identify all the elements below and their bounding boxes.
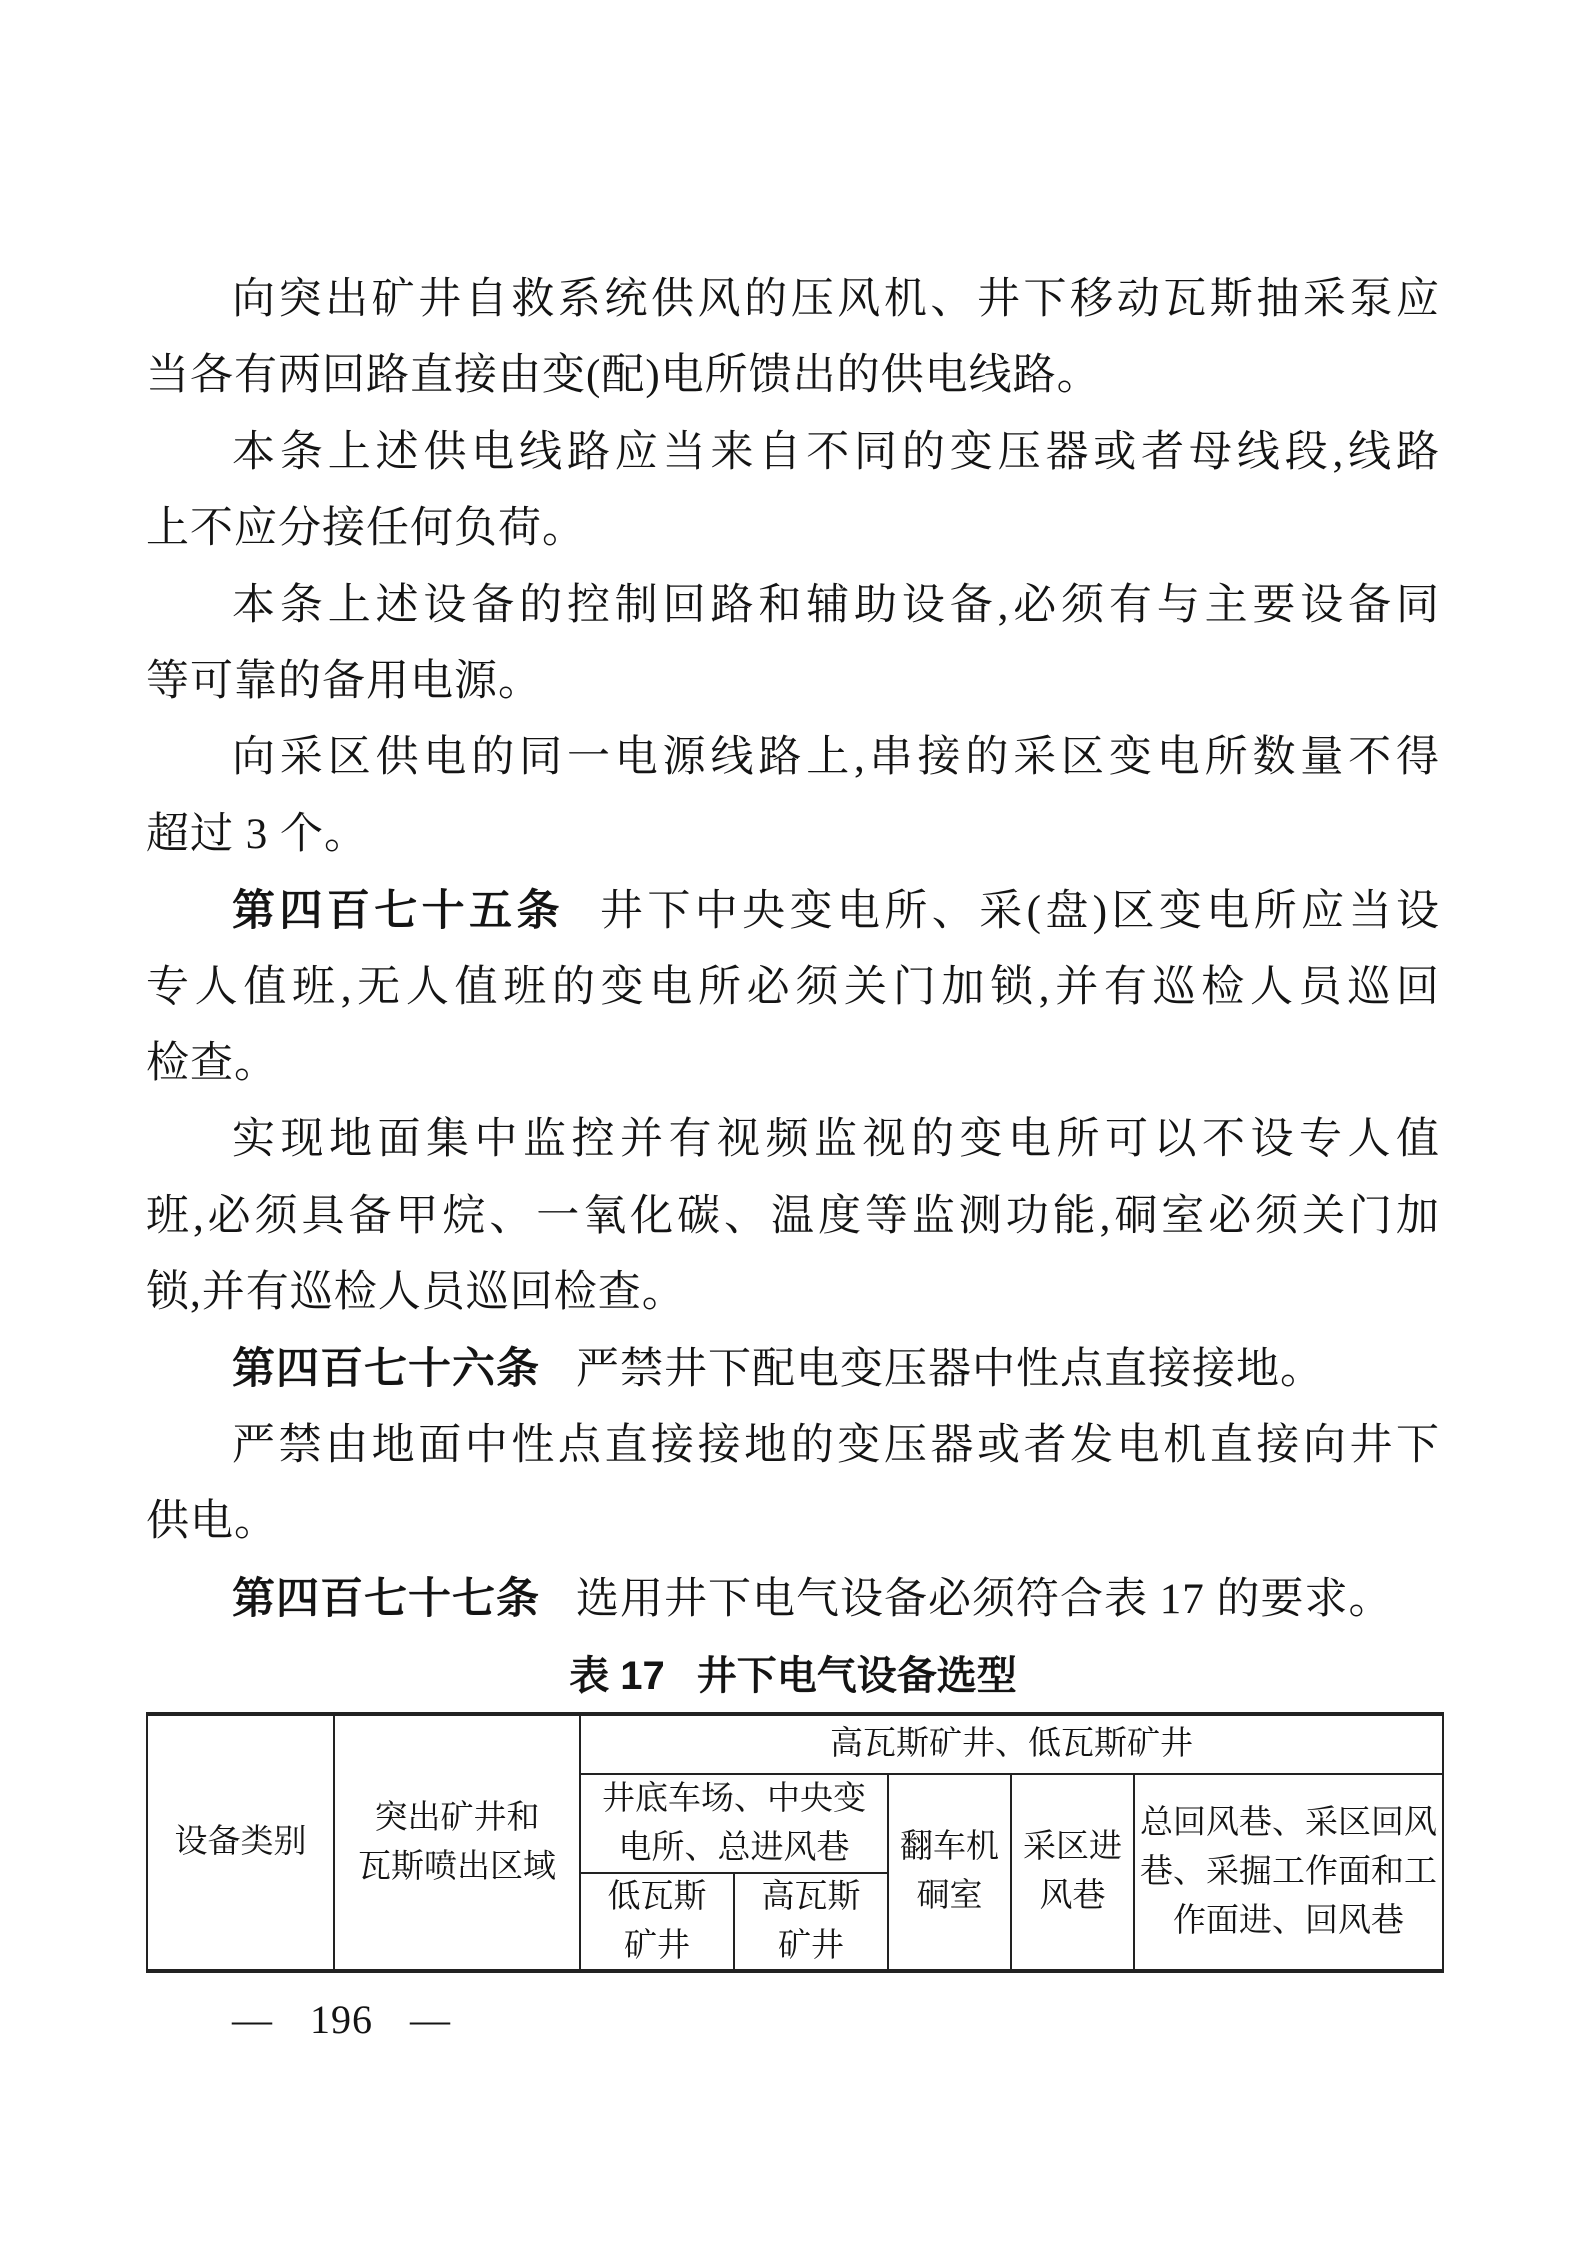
table-cell-low-gas-mine: 低瓦斯 矿井 (579, 1872, 733, 1969)
body-line (146, 1331, 1440, 1407)
body-line (146, 1102, 1440, 1178)
body-line-text: 当各有两回路直接由变(配)电所馈出的供电线路。 (146, 352, 1101, 400)
body-line-text: 上不应分接任何负荷。 (146, 505, 586, 553)
article-number: 第四百七十五条 (232, 887, 564, 936)
body-line (146, 1255, 1440, 1331)
body-line (146, 568, 1440, 644)
body-line (146, 1026, 1440, 1102)
table-cell-device-category: 设备类别 (174, 1824, 307, 1860)
body-line-text: 本条上述设备的控制回路和辅助设备,必须有与主要设备同 (232, 581, 1440, 629)
page-number: — 196 — (232, 1997, 451, 2042)
body-line-text: 井下中央变电所、采(盘)区变电所应当设 (599, 888, 1441, 936)
body-line-text: 等可靠的备用电源。 (146, 657, 542, 705)
body-line (146, 1561, 1440, 1637)
body-line-text: 供电。 (146, 1498, 278, 1546)
body-line (146, 873, 1440, 949)
article-number: 第四百七十七条 (232, 1574, 540, 1623)
body-line-text: 超过 3 个。 (146, 810, 368, 858)
body-line (146, 262, 1440, 338)
body-line (146, 491, 1440, 567)
body-line-text: 锁,并有巡检人员巡回检查。 (146, 1269, 686, 1317)
body-line-text: 严禁井下配电变压器中性点直接接地。 (576, 1346, 1324, 1394)
body-line (146, 644, 1440, 720)
body-line-text: 本条上述供电线路应当来自不同的变压器或者母线段,线路 (232, 428, 1440, 476)
body-line (146, 720, 1440, 796)
table-cell-high-gas-mine: 高瓦斯 矿井 (733, 1872, 887, 1969)
body-line-text: 班,必须具备甲烷、一氧化碳、温度等监测功能,硐室必须关门加 (146, 1192, 1440, 1240)
body-line-text: 专人值班,无人值班的变电所必须关门加锁,并有巡检人员巡回 (146, 963, 1440, 1011)
body-line-text: 检查。 (146, 1039, 278, 1087)
equipment-selection-table (146, 1712, 1444, 1973)
table-header-gassy-mines: 高瓦斯矿井、低瓦斯矿井 (579, 1716, 1442, 1773)
table-caption-label: 表 17 (569, 1654, 665, 1698)
table-caption-title: 井下电气设备选型 (696, 1654, 1017, 1698)
body-line (146, 1484, 1440, 1560)
body-line (146, 338, 1440, 414)
body-line (146, 1408, 1440, 1484)
table-cell-district-intake: 采区进 风巷 (1010, 1773, 1133, 1969)
body-line-text: 选用井下电气设备必须符合表 17 的要求。 (576, 1575, 1393, 1623)
body-line (146, 797, 1440, 873)
table-cell-tippler-chamber: 翻车机 硐室 (887, 1773, 1010, 1969)
body-line-text: 向采区供电的同一电源线路上,串接的采区变电所数量不得 (232, 734, 1440, 782)
body-line (146, 950, 1440, 1026)
table-cell-pit-bottom: 井底车场、中央变 电所、总进风巷 (579, 1773, 887, 1872)
body-line-text: 向突出矿井自救系统供风的压风机、井下移动瓦斯抽采泵应 (232, 276, 1440, 323)
body-text-block (146, 262, 1440, 1637)
body-line-text: 严禁由地面中性点直接接地的变压器或者发电机直接向井下 (232, 1421, 1440, 1469)
body-line-text: 实现地面集中监控并有视频监视的变电所可以不设专人值 (232, 1116, 1440, 1164)
body-line (146, 415, 1440, 491)
body-line (146, 1179, 1440, 1255)
table-caption (146, 1646, 1440, 1706)
table-cell-return-airways: 总回风巷、采区回风 巷、采掘工作面和工 作面进、回风巷 (1133, 1773, 1442, 1969)
article-number: 第四百七十六条 (232, 1345, 540, 1394)
table-cell-outburst-area: 突出矿井和 瓦斯喷出区域 (333, 1716, 579, 1969)
